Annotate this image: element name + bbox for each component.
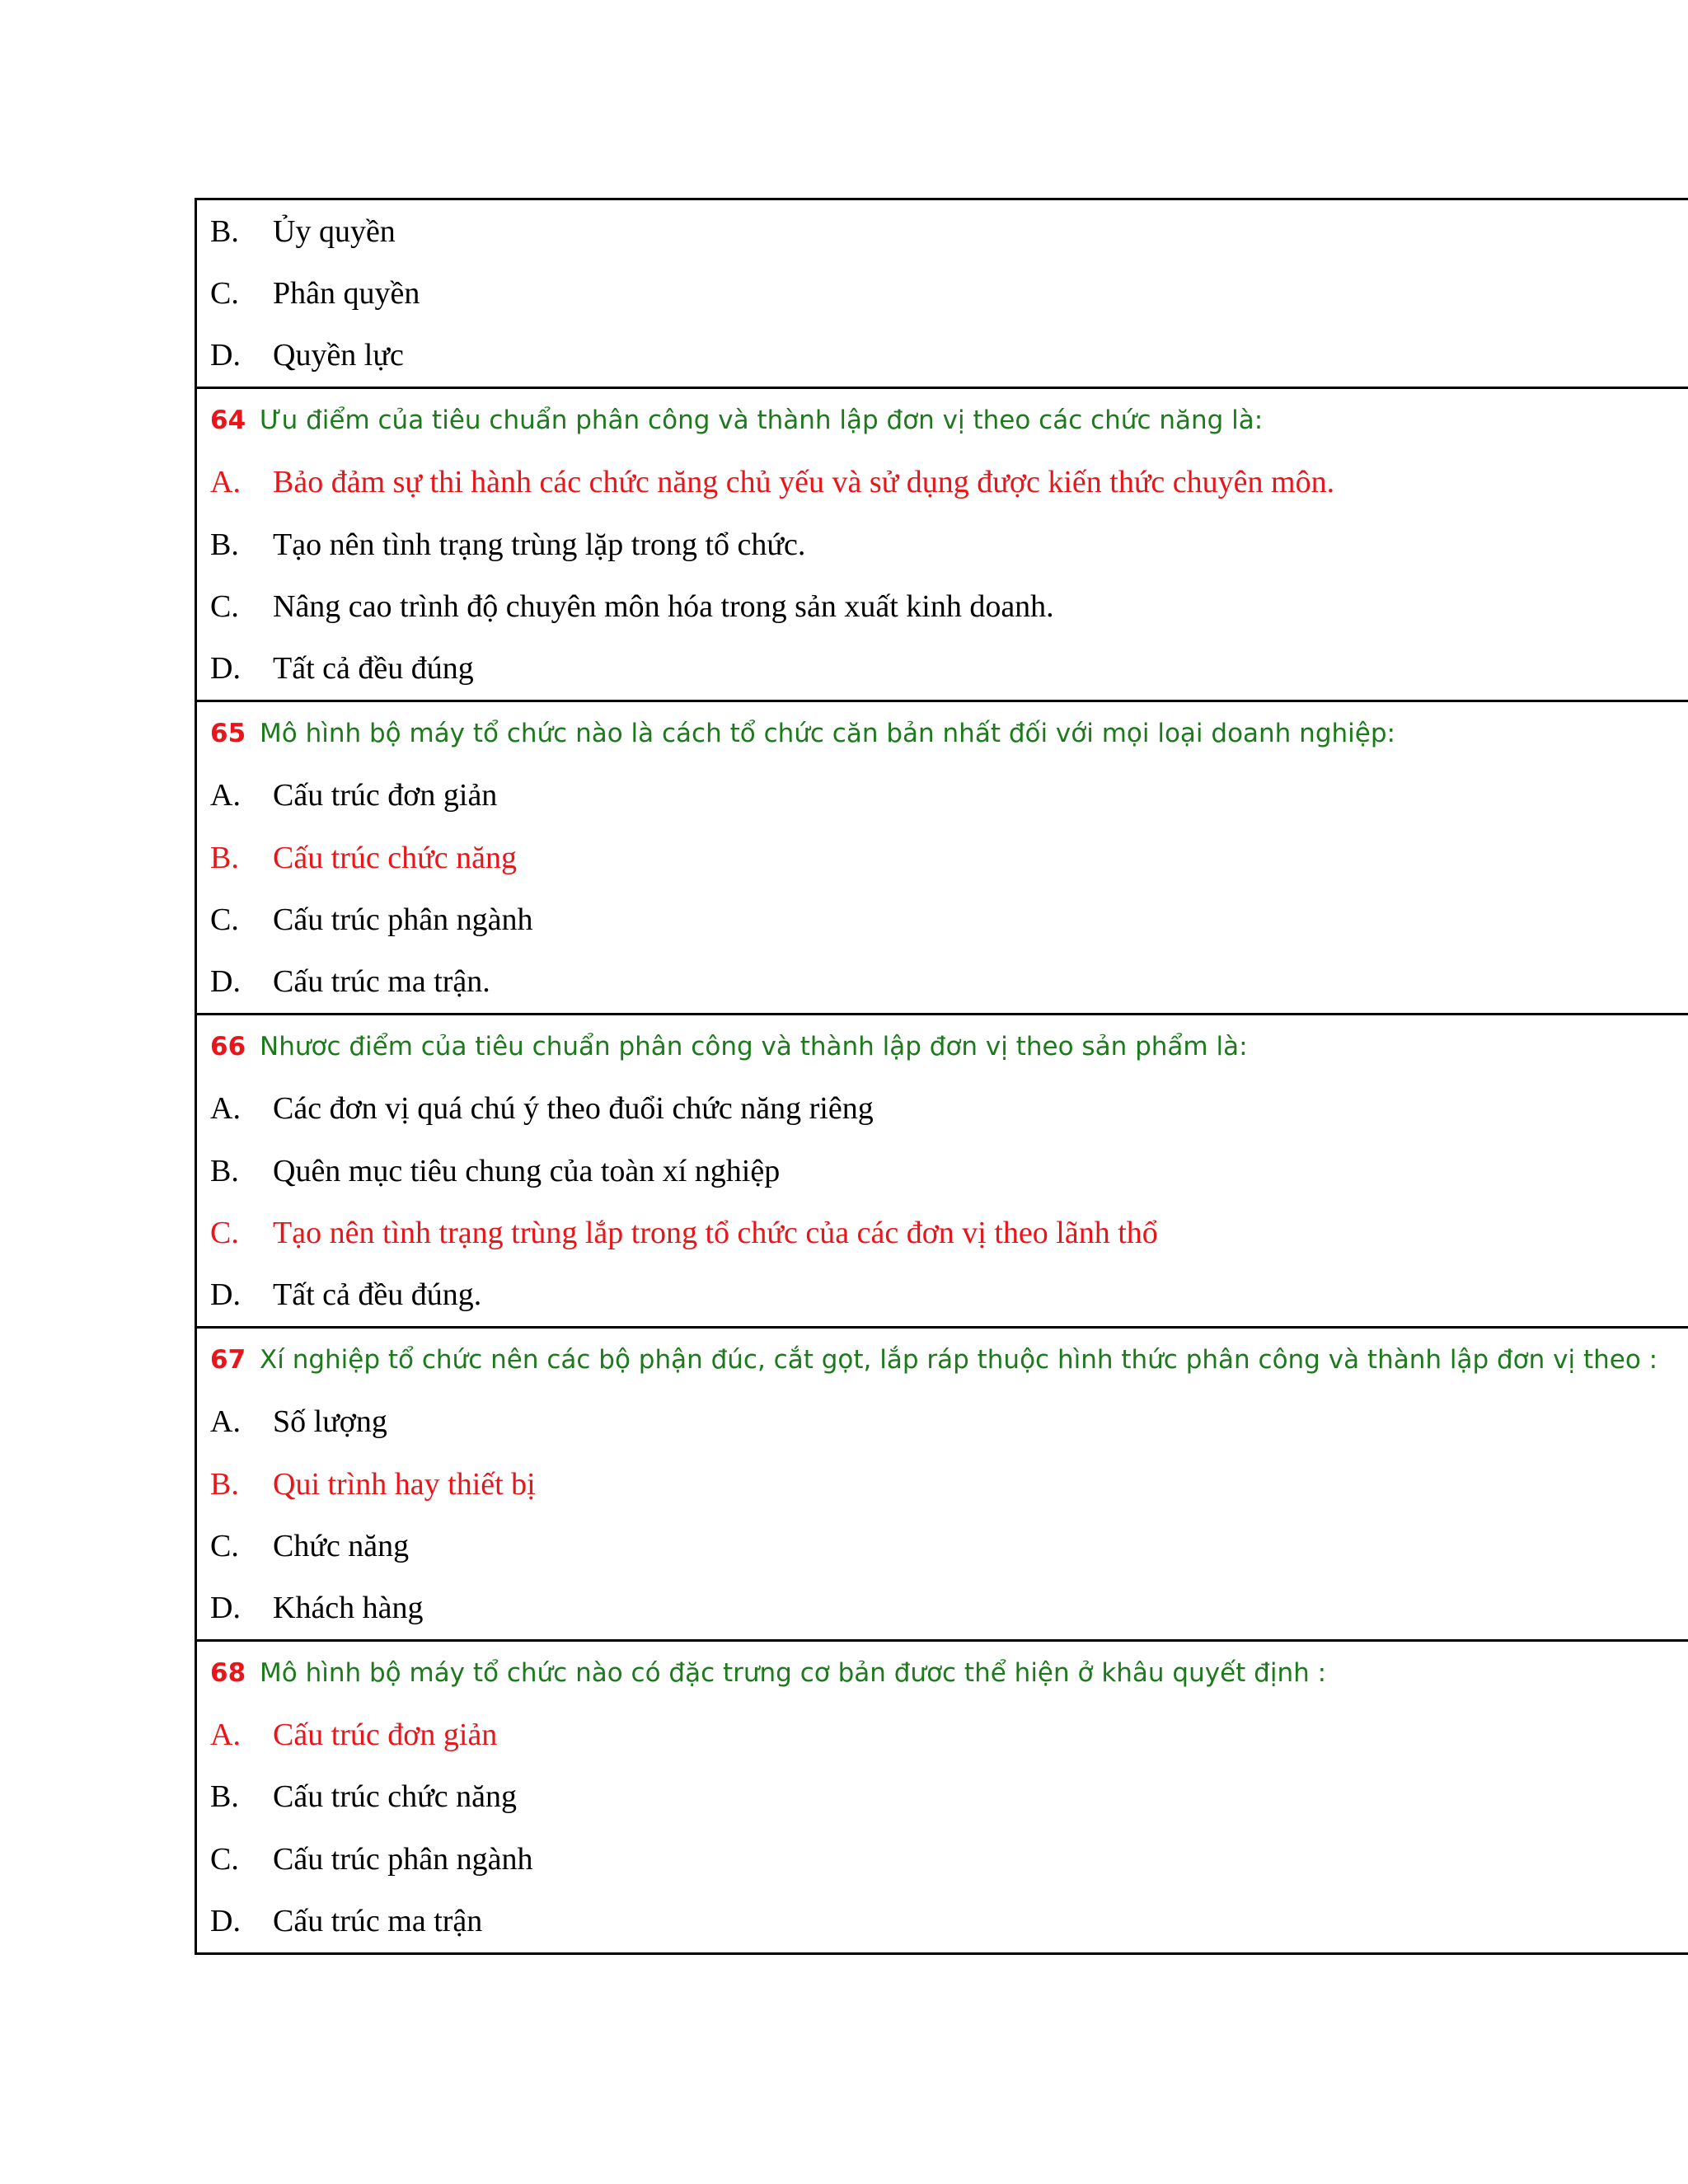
question-block [197,1639,1688,1955]
question-number: 64 [210,405,246,435]
option-label: D. [210,1277,241,1313]
option-label: B. [210,1153,239,1188]
option-text: Cấu trúc đơn giản [273,778,498,813]
option-label: A. [210,1091,241,1127]
option-text: Số lượng [273,1404,387,1440]
option-label: B. [210,1466,239,1502]
question-number: 67 [210,1344,246,1375]
option-text: Chức năng [273,1528,410,1563]
option-text: Ủy quyền [273,213,396,249]
option-text: Nâng cao trình độ chuyên môn hóa trong sản xuất kinh doanh. [273,589,1054,625]
option-label: D. [210,964,241,1000]
answer-option-correct [197,1202,1688,1263]
answer-option [197,638,1688,700]
option-text: Các đơn vị quá chú ý theo đuổi chức năng riêng [273,1091,874,1127]
option-text: Cấu trúc phân ngành [273,1841,533,1877]
answer-option [197,325,1688,387]
option-label: B. [210,213,239,249]
option-label: C. [210,902,239,937]
option-text: Qui trình hay thiết bị [273,1466,536,1502]
answer-option-correct [197,452,1688,513]
question-text: Mô hình bộ máy tổ chức nào là cách tổ chức căn bản nhất đối với mọi loại doanh nghiệp: [260,718,1395,748]
answer-option [197,1390,1688,1452]
option-text: Tất cả đều đúng. [273,1277,482,1313]
option-label: A. [210,465,241,500]
question-row [197,1642,1688,1704]
question-number: 68 [210,1657,246,1688]
option-text: Quên mục tiêu chung của toàn xí nghiệp [273,1153,781,1188]
option-text: Tạo nên tình trạng trùng lắp trong tổ chức của các đơn vị theo lãnh thổ [273,1215,1158,1250]
answer-option [197,951,1688,1013]
question-number: 66 [210,1031,246,1062]
answer-option [197,1515,1688,1577]
answer-option [197,888,1688,950]
option-label: C. [210,589,239,625]
option-text: Cấu trúc phân ngành [273,902,533,937]
option-text: Cấu trúc ma trận [273,1904,483,1939]
option-label: C. [210,1528,239,1563]
option-text: Phân quyền [273,276,420,312]
answer-option [197,1577,1688,1639]
answer-option [197,1766,1688,1828]
option-label: C. [210,276,239,312]
answer-option-correct [197,1453,1688,1515]
question-block [197,198,1688,387]
option-text: Tạo nên tình trạng trùng lặp trong tổ chức. [273,527,806,562]
option-text: Cấu trúc ma trận. [273,964,490,1000]
answer-option [197,262,1688,324]
option-label: A. [210,1718,241,1753]
question-block [197,1013,1688,1326]
option-text: Khách hàng [273,1591,424,1626]
answer-option-correct [197,1704,1688,1765]
answer-option [197,200,1688,262]
question-block [197,387,1688,700]
option-label: B. [210,1779,239,1815]
question-text: Mô hình bộ máy tổ chức nào có đặc trưng cơ bản đươc thể hiện ở khâu quyết định : [260,1657,1327,1688]
question-text: Xí nghiệp tổ chức nên các bộ phận đúc, cắt gọt, lắp ráp thuộc hình thức phân công và thành lập đơn vị theo : [260,1344,1658,1375]
option-text: Cấu trúc chức năng [273,1779,517,1815]
option-label: D. [210,651,241,687]
question-row [197,389,1688,451]
answer-option [197,1264,1688,1326]
answer-option [197,1140,1688,1202]
option-label: D. [210,1591,241,1626]
answer-option [197,1077,1688,1139]
option-text: Tất cả đều đúng [273,651,474,687]
question-row [197,702,1688,764]
option-label: C. [210,1841,239,1877]
option-label: D. [210,1904,241,1939]
option-text: Cấu trúc chức năng [273,840,517,875]
question-text: Nhươc điểm của tiêu chuẩn phân công và thành lập đơn vị theo sản phẩm là: [260,1031,1248,1062]
option-label: D. [210,338,241,373]
option-text: Quyền lực [273,338,404,373]
question-list [195,198,1688,1955]
option-label: B. [210,527,239,562]
question-text: Ưu điểm của tiêu chuẩn phân công và thành lập đơn vị theo các chức năng là: [260,405,1264,435]
question-number: 65 [210,718,246,748]
answer-option [197,765,1688,827]
option-text: Cấu trúc đơn giản [273,1718,498,1753]
answer-option [197,1828,1688,1890]
question-block [197,700,1688,1013]
option-label: B. [210,840,239,875]
question-row [197,1015,1688,1077]
answer-option [197,1891,1688,1952]
answer-option-correct [197,827,1688,888]
option-label: C. [210,1215,239,1250]
answer-option [197,513,1688,575]
question-row [197,1329,1688,1390]
option-label: A. [210,1404,241,1440]
option-text: Bảo đảm sự thi hành các chức năng chủ yếu và sử dụng được kiến thức chuyên môn. [273,465,1335,500]
answer-option [197,575,1688,637]
question-block [197,1326,1688,1639]
option-label: A. [210,778,241,813]
